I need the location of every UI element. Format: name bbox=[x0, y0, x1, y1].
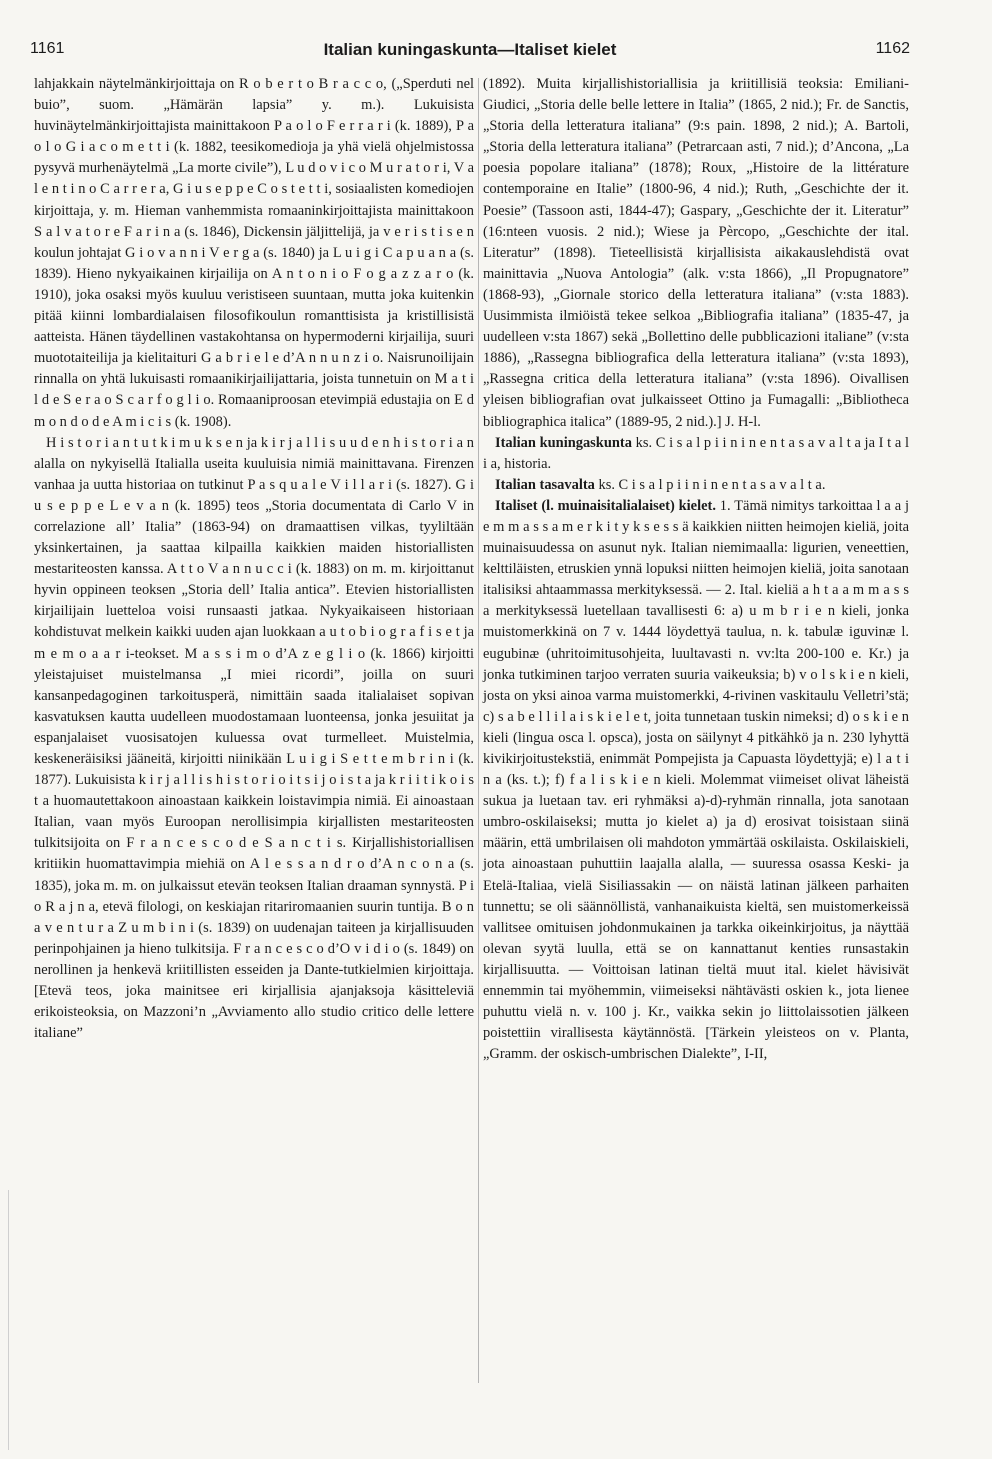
paragraph-history-criticism: H i s t o r i a n t u t k i m u k s e n ja k i r j a l l i s u u d e n h i s t o r i a n alalla on nykyisellä Italialla useita kuuluisia nimiä mainittavana. Firenzen vanhaa ja uutta historiaa on tutkinut P a s q u a l e V i l l a r i (s. 1827). G i u s e p p e L e v a n (k. 1895) teos „Storia documentata di Carlo V in correlazione all’ Italia” (1863-94) on dramaattisen vilkas, tyyliltään yksinkertainen, ja saattaa kilpailla kaikkien maiden historiallisten mestariteosten kanssa. A t t o V a n n u c c i (k. 1883) on m. m. kirjoittanut hyvin oppineen teoksen „Storia dell’ Italia antica”. Etevien historiallisten kirjailijain luetteloa voisi runsaasti jatkaa. Nykyaikaiseen historiaan kohdistuvat melkein kaikki uuden ajan luokkaan a u t o b i o g r a f i s e t ja m e m o a a r i-teokset. M a s s i m o d’A z e g l i o (k. 1866) kirjoitti yleistajuiset muistelmansa „I miei ricordi”, joilla on suuri kansanpedagoginen tarkoitusperä, nimittäin saada italialaiset sopivan kasvatuksen kautta uudelleen muodostamaan luonteensa, jonka jesuiitat ja espanjalaiset vuosisatojen kuluessa ovat turmelleet. Muistelmia, keskeneräisiksi jääneitä, kirjoitti niinikään L u i g i S e t t e m b r i n i (k. 1877). Lukuisista k i r j a l l i s h i s t o r i o i t s i j o i s t a ja k r i i t i k o i s t a huomautettakoon ainoastaan kaikkein loistavimpia nimiä. Ei ainoastaan Italian, vaan myös Euroopan nerollisimpia kirjallisten mestariteosten tulkitsijoita on F r a n c e s c o d e S a n c t i s. Kirjallishistoriallisen kritiikin huomattavimpia miehiä on A l e s s a n d r o d’A n c o n a (s. 1835), joka m. m. on julkaissut etevän teoksen Italian draaman synnystä. P i o R a j n a, etevä filologi, on keskiajan ritariromaanien suurin tuntija. B o n a v e n t u r a Z u m b i n i (s. 1839) on uudenajan taiteen ja kirjallisuuden perinpohjainen ja hieno tulkitsija. F r a n c e s c o d’O v i d i o (s. 1849) on nerollinen ja henkevä kriitillisten esseiden ja Dante-tutkielmien kirjoittaja. [Etevä teos, joka mainitsee eri kirjallisia ajanjaksoja käsitteleviä erikoisteoksia, on Mazzoni’n „Avviamento allo studio critico delle lettere italiane” bbox=[34, 434, 474, 1042]
page-number-left: 1161 bbox=[30, 40, 65, 57]
entry-text: ks. C i s a l p i i n i n e n t a s a v a l t a. bbox=[594, 476, 826, 493]
entry-italic-languages bbox=[483, 496, 909, 1066]
entry-headword: Italian kuningaskunta bbox=[495, 434, 632, 451]
paragraph-bibliography: (1892). Muita kirjallishistoriallisia ja kriitillisiä teoksia: Emiliani-Giudici, „Storia delle belle lettere in Italia” (1865, 2 nid.); Fr. de Sanctis, „Storia della letteratura italiana” (9:s pain. 1898, 2 nid.); A. Bartoli, „Storia della letteratura italiana” (Petrarcaan asti, 7 nid.); d’Ancona, „La poesia popolare italiana” (1878); Roux, „Histoire de la littérature contemporaine en Italie” (1800-96, 4 nid.); Ruth, „Geschichte der it. Poesie” (Tassoon asti, 1844-47); Gaspary, „Geschichte der it. Literatur” (16:nteen vuosis. 2 nid.); Wiese ja Pèrcopo, „Geschichte der ital. Literatur” (1898). Tieteellisistä kirjallisista aikakauslehdistä ovat mainittavia „Nuova Antologia” (alk. v:sta 1866), „Il Propugnatore” (1868-93), „Giornale storico della letteratura italiana” (v:sta 1883). Uusimmista ilmiöistä tekee selkoa „Bibliografia italiana” (1835-47, ja uudelleen v:sta 1867) sekä „Bollettino delle pubblicazioni italiane” (v:sta 1886), „Rassegna bibliografica della letteratura italiana” (v:sta 1893), „Rassegna critica della letteratura italiana” (v:sta 1896). Oivallisen yleisen bibliografian ovat julkaisseet Ottino ja Fumagalli: „Bibliotheca bibliographica italica” (1889-95, 2 nid.).] J. H-l. bbox=[483, 76, 909, 430]
page-header bbox=[30, 40, 910, 62]
column-divider bbox=[478, 78, 479, 1383]
entry-italian-kingdom bbox=[483, 433, 909, 475]
entry-italian-republic bbox=[483, 475, 909, 496]
running-title: Italian kuningaskunta—Italiset kielet bbox=[323, 40, 617, 59]
left-column bbox=[34, 74, 474, 1044]
entry-headword: Italian tasavalta bbox=[495, 476, 595, 493]
entry-text: ks. C i s a l p i i n i n e n t a s a v a l t a ja I t a l i a, historia. bbox=[483, 434, 910, 472]
entry-headword: Italiset (l. muinaisitalialaiset) kielet. bbox=[495, 497, 716, 514]
entry-text: 1. Tämä nimitys tarkoittaa l a a j e m m a s s a m e r k i t y k s e s s ä kaikkien niitten heimojen kieliä, joita muinaisuudessa on asunut nyk. Italian niemimaalla: ligurien, veneettien, kelttiläisten, etruskien ynnä lopuksi niitten heimojen kieliä, joita sanotaan italisiksi ahtaammassa merkityksessä. — 2. Ital. kieliä a h t a a m m a s s a merkityksessä luetellaan tavallisesti 6: a) u m b r i e n kieli, jonka muistomerkkinä on 7 v. 1444 löydettyä taulua, n. k. tabulæ iguvinæ l. eugubinæ (uhritoimitusohjeita, luultavasti n. vv:lta 200-100 e. Kr.) ja jonka tutkiminen tarjoo verraten suuria vaikeuksia; b) v o l s k i e n kieli, josta on yksi ainoa varma muistomerkki, 4-rivinen vaskitaulu Velletri’stä; c) s a b e l l i l a i s k i e l e t, joita tunnetaan tuskin nimeksi; d) o s k i e n kieli (lingua osca l. opsca), josta on säilynyt 4 pitkähkö ja n. 230 lyhyttä kivikirjoitustekstiä, enimmät Pompejista ja Capuasta löydettyjä; e) l a t i n a (ks. t.); f) f a l i s k i e n kieli. Molemmat viimeiset olivat läheistä sukua ja luetaan tav. eri ryhmäksi a)-d)-ryhmän rinnalla, jota sanotaan umbro-oskilaiseksi; mutta jo kielet a) ja d) erosivat toisistaan siinä määrin, että umbrilaisen oli mahdoton ymmärtää oskilaista. Oskilaiskieli, jota ainoastaan puhuttiin laajalla alalla, — suuressa osassa Keski- ja Etelä-Italiaa, vielä Sisiliassakin — on näistä latinan jälkeen parhaiten tunnettu; se oli säännöllistä, vanhanaikuista kieltä, sen muistomerkeissä vallitsee omituisen johdonmukainen ja tarkka oikeinkirjoitus, ja näyttää olevan syytä luulla, että se on kannattanut kenties runsastakin kirjallisuutta. — Voittoisan latinan tieltä muut ital. kielet hävisivät ennemmin tai myöhemmin, viimeiseksi nähtävästi oskien k., jota lienee puhuttu vielä n. v. 100 j. Kr., vaikka sekin jo liittolaissotien jälkeen poistettiin virallisesta käytännöstä. [Tärkein yleisteos on v. Planta, „Gramm. der oskisch-umbrischen Dialekte”, I-II, bbox=[483, 497, 909, 1063]
right-column bbox=[483, 74, 909, 1065]
paragraph-drama-novel: lahjakkain näytelmänkirjoittaja on R o b e r t o B r a c c o, („Sperduti nel buio”, suom. „Hämärän lapsia” y. m.). Lukuisista huvinäytelmänkirjoittajista mainittakoon P a o l o F e r r a r i (k. 1889), P a o l o G i a c o m e t t i (k. 1882, teesikomedioja ja yhä vielä ohjelmistossa pysyvä murhenäytelmä „La morte civile”), L u d o v i c o M u r a t o r i, V a l e n t i n o C a r r e r a, G i u s e p p e C o s t e t t i, sosiaalisten komediojen kirjoittaja, y. m. Hieman vanhemmista romaaninkirjoittajista mainittakoon S a l v a t o r e F a r i n a (s. 1846), Dickensin jäljittelijä, ja v e r i s t i s e n koulun johtajat G i o v a n n i V e r g a (s. 1840) ja L u i g i C a p u a n a (s. 1839). Hieno nykyaikainen kirjailija on A n t o n i o F o g a z z a r o (k. 1910), joka osaksi myös kuuluu veristiseen suuntaan, mutta joka kuitenkin pitää kiinni lombardialaisen filosofikoulun romanttisista ja kristillisistä aatteista. Hänen täydellinen vastakohtansa on hypermoderni kirjailija, suuri muototaiteilija ja kielitaituri G a b r i e l e d’A n n u n z i o. Naisrunoilijain rinnalla on yhtä lukuisasti romaanikirjailijattaria, joista tunnetuin on M a t i l d e S e r a o S c a r f o g l i o. Romaaniproosan etevimpiä edustajia on E d m o n d o d e A m i c i s (k. 1908). bbox=[34, 76, 474, 430]
page-number-right: 1162 bbox=[875, 40, 910, 57]
margin-rule bbox=[8, 1190, 9, 1450]
